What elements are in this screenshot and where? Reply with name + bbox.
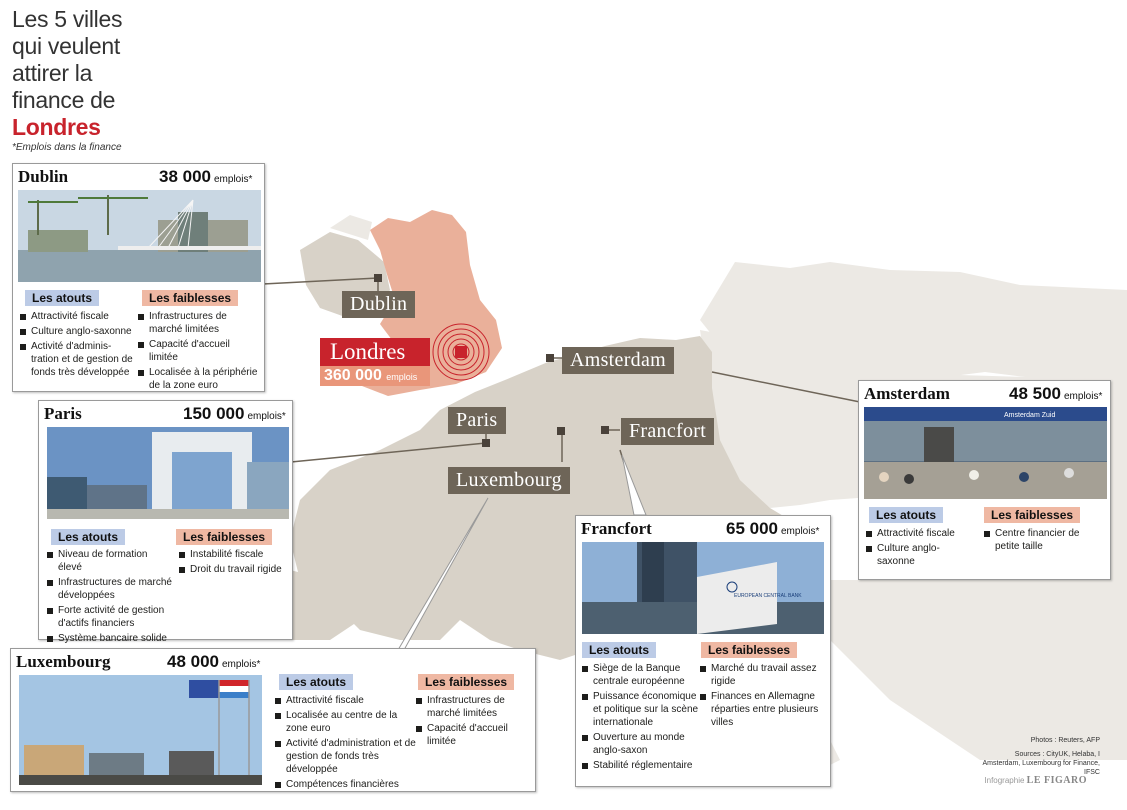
amsterdam-faiblesses-list xyxy=(984,527,1094,555)
card-jobs-unit: emplois* xyxy=(222,659,261,670)
list-item: Marché du travail assez rigide xyxy=(700,662,820,688)
london-jobs-unit: emplois xyxy=(386,372,418,382)
card-jobs-unit: emplois* xyxy=(214,174,253,185)
list-item: Instabilité fiscale xyxy=(179,548,289,561)
footnote: *Emplois dans la finance xyxy=(12,142,122,153)
title-highlight: Londres xyxy=(12,114,101,140)
card-francfort xyxy=(575,515,831,787)
card-city-name: Dublin xyxy=(18,167,69,186)
atouts-label: Les atouts xyxy=(582,642,656,658)
card-jobs-value: 48 000 xyxy=(167,652,219,671)
london-name: Londres xyxy=(320,338,430,366)
list-item: Localisée à la périphérie de la zone euro xyxy=(138,366,260,392)
luxembourg-atouts-list xyxy=(275,694,420,793)
map-label-paris: Paris xyxy=(448,407,506,434)
card-jobs-unit: emplois* xyxy=(1064,391,1103,402)
list-item: Infrastructures de marché limitées xyxy=(138,310,260,336)
map-label-dublin: Dublin xyxy=(342,291,415,318)
atouts-label: Les atouts xyxy=(869,507,943,523)
card-jobs xyxy=(159,167,252,187)
list-item: Centre financier de petite taille xyxy=(984,527,1094,553)
list-item: Localisée au centre de la zone euro xyxy=(275,709,420,735)
brand-signature xyxy=(980,775,1087,786)
card-header xyxy=(11,649,535,675)
card-jobs-unit: emplois* xyxy=(781,526,820,537)
francfort-faiblesses-list xyxy=(700,662,820,731)
card-jobs xyxy=(183,404,286,424)
map-label-amsterdam: Amsterdam xyxy=(562,347,674,374)
card-amsterdam xyxy=(858,380,1111,580)
francfort-photo xyxy=(582,542,824,634)
card-city-name: Francfort xyxy=(581,519,652,538)
card-dublin xyxy=(12,163,265,392)
card-jobs-value: 48 500 xyxy=(1009,384,1061,403)
faiblesses-label: Les faiblesses xyxy=(418,674,514,690)
list-item: Activité d'administration et de gestion de fonds très développée xyxy=(20,340,135,379)
atouts-label: Les atouts xyxy=(51,529,125,545)
card-paris xyxy=(38,400,293,644)
station-sign-text: Amsterdam Zuid xyxy=(1004,412,1056,419)
faiblesses-label: Les faiblesses xyxy=(701,642,797,658)
dublin-faiblesses-list xyxy=(138,310,260,394)
card-city-name: Paris xyxy=(44,404,82,423)
photo-credits: Photos : Reuters, AFP xyxy=(1030,737,1100,744)
card-header xyxy=(859,381,1110,407)
paris-photo xyxy=(47,427,289,519)
paris-atouts-list xyxy=(47,548,172,647)
title-line-4: finance de xyxy=(12,87,116,113)
dublin-atouts-list xyxy=(20,310,135,381)
card-luxembourg xyxy=(10,648,536,792)
amsterdam-photo xyxy=(864,407,1107,499)
brand-prefix: Infographie xyxy=(984,776,1025,785)
title-line-1: Les 5 villes xyxy=(12,6,123,32)
card-jobs xyxy=(726,519,819,539)
francfort-atouts-list xyxy=(582,662,700,774)
list-item: Attractivité fiscale xyxy=(20,310,135,323)
amsterdam-atouts-list xyxy=(866,527,976,570)
card-jobs-value: 150 000 xyxy=(183,404,245,423)
list-item: Siège de la Banque centrale européenne xyxy=(582,662,700,688)
card-city-name: Amsterdam xyxy=(864,384,950,403)
list-item: Forte activité de gestion d'actifs financiers xyxy=(47,604,172,630)
london-jobs xyxy=(320,366,430,386)
list-item: Puissance économique et politique sur la scène internationale xyxy=(582,690,700,729)
map-label-luxembourg: Luxembourg xyxy=(448,467,570,494)
title-line-3: attirer la xyxy=(12,60,93,86)
list-item: Droit du travail rigide xyxy=(179,563,289,576)
brand-logo: LE FIGARO xyxy=(1026,775,1087,786)
london-jobs-value: 360 000 xyxy=(324,367,382,384)
paris-faiblesses-list xyxy=(179,548,289,578)
list-item: Culture anglo-saxonne xyxy=(20,325,135,338)
list-item: Infrastructures de marché développées xyxy=(47,576,172,602)
card-header xyxy=(39,401,292,427)
infographic-title xyxy=(12,6,152,141)
dublin-photo xyxy=(18,190,261,282)
faiblesses-label: Les faiblesses xyxy=(176,529,272,545)
luxembourg-faiblesses-list xyxy=(416,694,528,750)
list-item: Ouverture au monde anglo-saxon xyxy=(582,731,700,757)
list-item: Niveau de formation élevé xyxy=(47,548,172,574)
list-item: Système bancaire solide xyxy=(47,632,172,645)
list-item: Stabilité réglementaire xyxy=(582,759,700,772)
card-jobs-value: 65 000 xyxy=(726,519,778,538)
list-item: Infrastructures de marché limitées xyxy=(416,694,528,720)
card-jobs xyxy=(1009,384,1102,404)
luxembourg-photo xyxy=(19,675,262,785)
faiblesses-label: Les faiblesses xyxy=(142,290,238,306)
list-item: Compétences financières xyxy=(275,778,420,791)
list-item: Attractivité fiscale xyxy=(275,694,420,707)
atouts-label: Les atouts xyxy=(25,290,99,306)
card-jobs-unit: emplois* xyxy=(247,411,286,422)
list-item: Finances en Allemagne réparties entre plusieurs villes xyxy=(700,690,820,729)
list-item: Capacité d'accueil limitée xyxy=(138,338,260,364)
atouts-label: Les atouts xyxy=(279,674,353,690)
card-jobs xyxy=(167,652,260,672)
map-label-francfort: Francfort xyxy=(621,418,714,445)
london-label xyxy=(320,338,430,386)
list-item: Attractivité fiscale xyxy=(866,527,976,540)
source-credits: Sources : CityUK, Helaba, I Amsterdam, Luxembourg for Finance, IFSC xyxy=(982,751,1100,776)
list-item: Activité d'administration et de gestion de fonds très développée xyxy=(275,737,420,776)
list-item: Capacité d'accueil limitée xyxy=(416,722,528,748)
card-header xyxy=(13,164,264,190)
card-city-name: Luxembourg xyxy=(16,652,111,671)
list-item: Culture anglo-saxonne xyxy=(866,542,976,568)
faiblesses-label: Les faiblesses xyxy=(984,507,1080,523)
title-line-2: qui veulent xyxy=(12,33,120,59)
card-jobs-value: 38 000 xyxy=(159,167,211,186)
ecb-sign-text: EUROPEAN CENTRAL BANK xyxy=(734,593,802,599)
card-header xyxy=(576,516,830,542)
